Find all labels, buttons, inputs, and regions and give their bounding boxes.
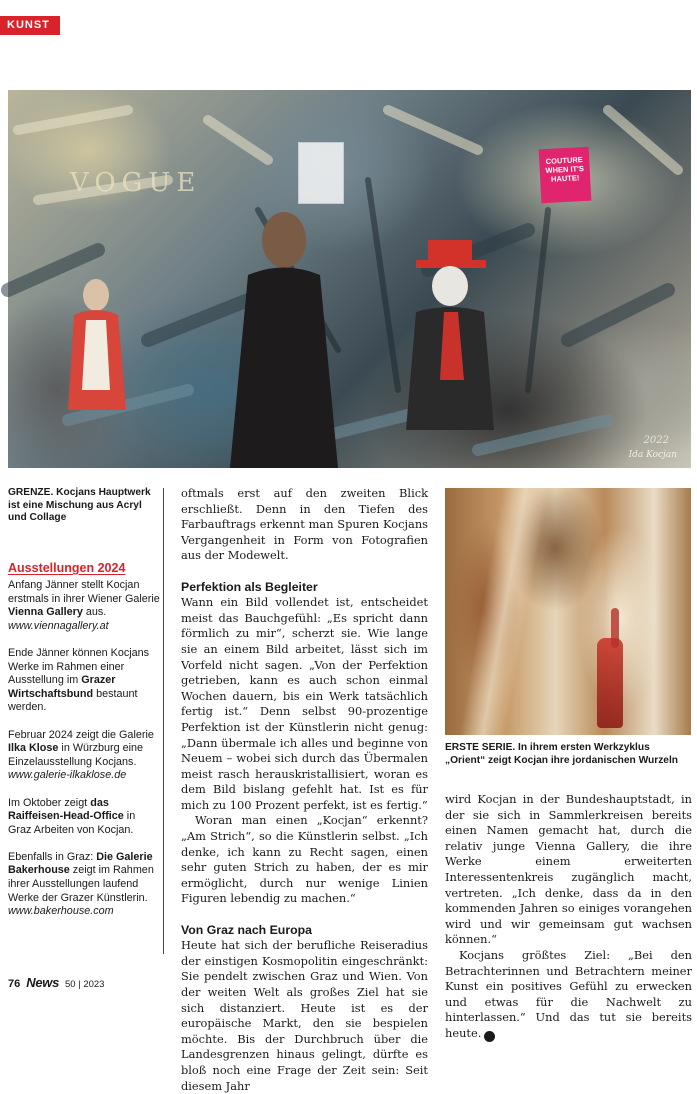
article-column-right	[445, 792, 692, 1042]
exhibition-item: Ebenfalls in Graz: Die Galerie Bakerhouse zeigt im Rahmen ihrer Ausstellungen laufend Werke der Grazer Künstlerin. www.bakerhouse.com	[8, 850, 154, 918]
end-mark-icon: N	[484, 1031, 495, 1042]
issue-number: 50 | 2023	[65, 979, 105, 990]
section-tag: KUNST	[0, 16, 60, 35]
red-brush-stroke	[597, 638, 623, 728]
article-paragraph: Heute hat sich der berufliche Reiseradius der einstigen Kosmopolitin eingeschränkt: Sie pendelt zwischen Graz und Wien. Von der weiten Welt als großes Ziel hat sie sich distanziert. Heute ist es der europäische Markt, den sie bespielen möchte. Bis der Durchbruch über die Landesgrenzen hinaus gelingt, dürfte es bloß noch eine Frage der Zeit sein: Seit diesem Jahr	[181, 938, 428, 1093]
exhibition-item: Anfang Jänner stellt Kocjan erstmals in ihrer Wiener Galerie Vienna Gallery aus. www.viennagallery.at	[8, 579, 160, 632]
column-divider	[163, 488, 164, 954]
article-paragraph: Wann ein Bild vollendet ist, entscheidet meist das Bauchgefühl: „Es spricht dann förmlich zu mir“, scherzt sie. Wie lange sie an einem Bild arbeitet, lässt sich im Vorfeld nicht sagen. „Von der Perfektion getrieben, kann es auch schon einmal Wochen dauern, bis ein Werk tatsächlich fertig ist.“ Denn selbst 90-prozentige Perfektion ist der Künstlerin nicht genug: „Dann übermale ich alles und beginne von Neuem – wobei sich durch das Übermalen meist rasch herauskristallisiert, woran es dem Bild bislang gefehlt hat. Ist es für mich zu 100 Prozent perfekt, ist es fertig.“	[181, 595, 428, 812]
painted-word: VOGUE	[70, 168, 202, 198]
orient-image-caption: ERSTE SERIE. In ihrem ersten Werkzyklus „Orient“ zeigt Kocjan ihre jordanischen Wurzeln	[445, 742, 679, 766]
article-column-middle	[181, 486, 428, 1094]
article-paragraph: Woran man einen „Kocjan“ erkennt? „Am Strich“, so die Künstlerin selbst. „Ich denke, ich kann zu Recht sagen, einen sehr guten Strich zu haben, der es mir ermöglicht, durch nur wenige Linien Figuren lebendig zu machen.“	[181, 813, 428, 906]
exhibition-link[interactable]: www.viennagallery.at	[8, 619, 109, 632]
red-brush-stroke	[611, 608, 619, 648]
exhibition-link[interactable]: www.galerie-ilkaklose.de	[8, 769, 127, 782]
exhibition-item: Im Oktober zeigt das Raiffeisen-Head-Office in Graz Arbeiten von Kocjan.	[8, 796, 136, 836]
page-footer	[8, 975, 104, 990]
orient-artwork-image	[445, 488, 691, 735]
pink-poster: COUTURE WHEN IT'S HAUTE!	[539, 147, 592, 204]
subheading-graz-europa: Von Graz nach Europa	[181, 922, 312, 937]
exhibition-item: Februar 2024 zeigt die Galerie Ilka Klose in Würzburg eine Einzelausstellung Kocjans. www.galerie-ilkaklose.de	[8, 728, 154, 782]
article-paragraph: Kocjans größtes Ziel: „Bei den Betrachterinnen und Betrachtern meiner Kunst ein positives Gefühl zu erwecken und etwas für die Nachwelt zu hinterlassen.“ Und das tut sie bereits heute. N	[445, 947, 692, 1040]
exhibition-link[interactable]: www.bakerhouse.com	[8, 905, 114, 918]
painted-sign	[298, 142, 344, 204]
magazine-logo: News	[26, 975, 60, 990]
article-paragraph: wird Kocjan in der Bundeshauptstadt, in der sie sich in Sammlerkreisen bereits einen Namen gemacht hat, durch die relativ junge Vienna Gallery, die ihre Werke einem erweiterten Interessentenkreis zugänglich macht, vertreten. „Ich denke, dass da in den kommenden Jahren so einiges vorangehen wird und wir gemeinsam gut wachsen können.“	[445, 792, 692, 947]
exhibitions-title: Ausstellungen 2024	[8, 561, 126, 575]
exhibitions-list	[8, 579, 160, 932]
page-number: 76	[8, 978, 21, 990]
artwork-year: 2022	[643, 435, 669, 446]
main-artwork-image	[8, 90, 691, 468]
article-paragraph: oftmals erst auf den zweiten Blick erschließt. Denn in den Tiefen des Farbauftrags erkennt man Spuren Kocjans Vergangenheit in Form von Fotografien aus der Modewelt.	[181, 486, 428, 563]
main-image-caption: GRENZE. Kocjans Hauptwerk ist eine Mischung aus Acryl und Collage	[8, 487, 151, 523]
exhibition-item: Ende Jänner können Kocjans Werke im Rahmen einer Ausstellung im Grazer Wirtschaftsbund bestaunt werden.	[8, 646, 150, 714]
artwork-signature: Ida Kocjan	[628, 450, 677, 460]
subheading-perfektion: Perfektion als Begleiter	[181, 579, 318, 594]
